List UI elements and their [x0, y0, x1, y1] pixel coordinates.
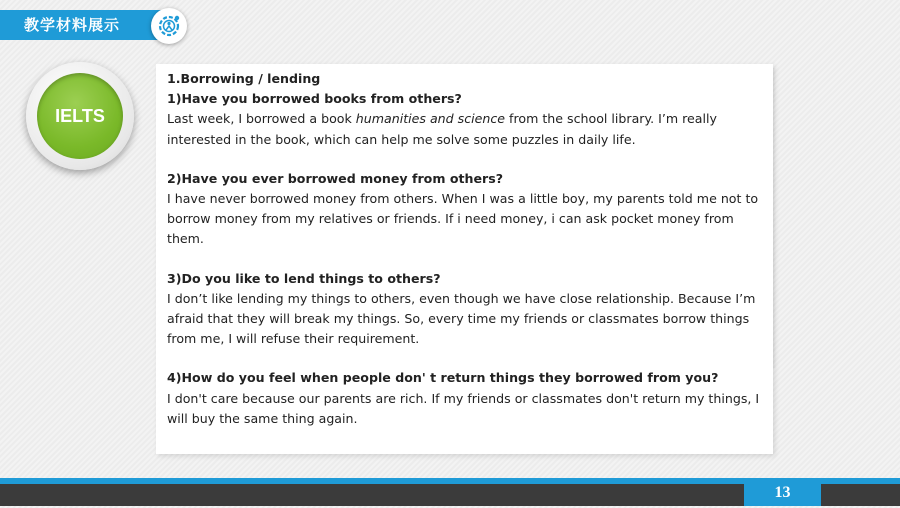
section-heading: 1.Borrowing / lending — [167, 71, 321, 86]
question-2: 2)Have you ever borrowed money from others? — [167, 170, 504, 186]
answer-4: I don't care because our parents are rich. If my friends or classmates don't return my things, I will buy the same thing again. — [167, 390, 760, 426]
page-number: 13 — [744, 478, 821, 506]
ielts-badge-inner — [37, 73, 123, 159]
gear-person-icon — [151, 8, 187, 44]
content-panel — [156, 64, 773, 454]
badge-label: IELTS — [55, 106, 105, 126]
header-bar — [0, 10, 162, 40]
answer-3: I don’t like lending my things to others, even though we have close relationship. Because I’m afraid that they will break my things. So, every time my friends or classmates borrow things from me, I will refuse their requirement. — [167, 290, 756, 347]
answer-1 — [167, 109, 773, 149]
question-1: 1)Have you borrowed books from others? — [167, 91, 462, 107]
question-4: 4)How do you feel when people don' t return things they borrowed from you? — [167, 370, 719, 386]
ielts-badge — [26, 62, 134, 170]
question-3: 3)Do you like to lend things to others? — [167, 270, 441, 286]
answer-2: I have never borrowed money from others. When I was a little boy, my parents told me not to borrow money from my relatives or friends. If i need money, i can ask pocket money from them. — [167, 191, 759, 247]
header-title: 教学材料展示 — [24, 16, 121, 34]
answer-1-before: Last week, I borrowed a book — [167, 111, 356, 127]
answer-1-after: from the school library. I’m really interested in the book, which can help me solve some puzzles in daily life. — [167, 111, 717, 147]
answer-1-book-title: humanities and science — [355, 111, 506, 127]
